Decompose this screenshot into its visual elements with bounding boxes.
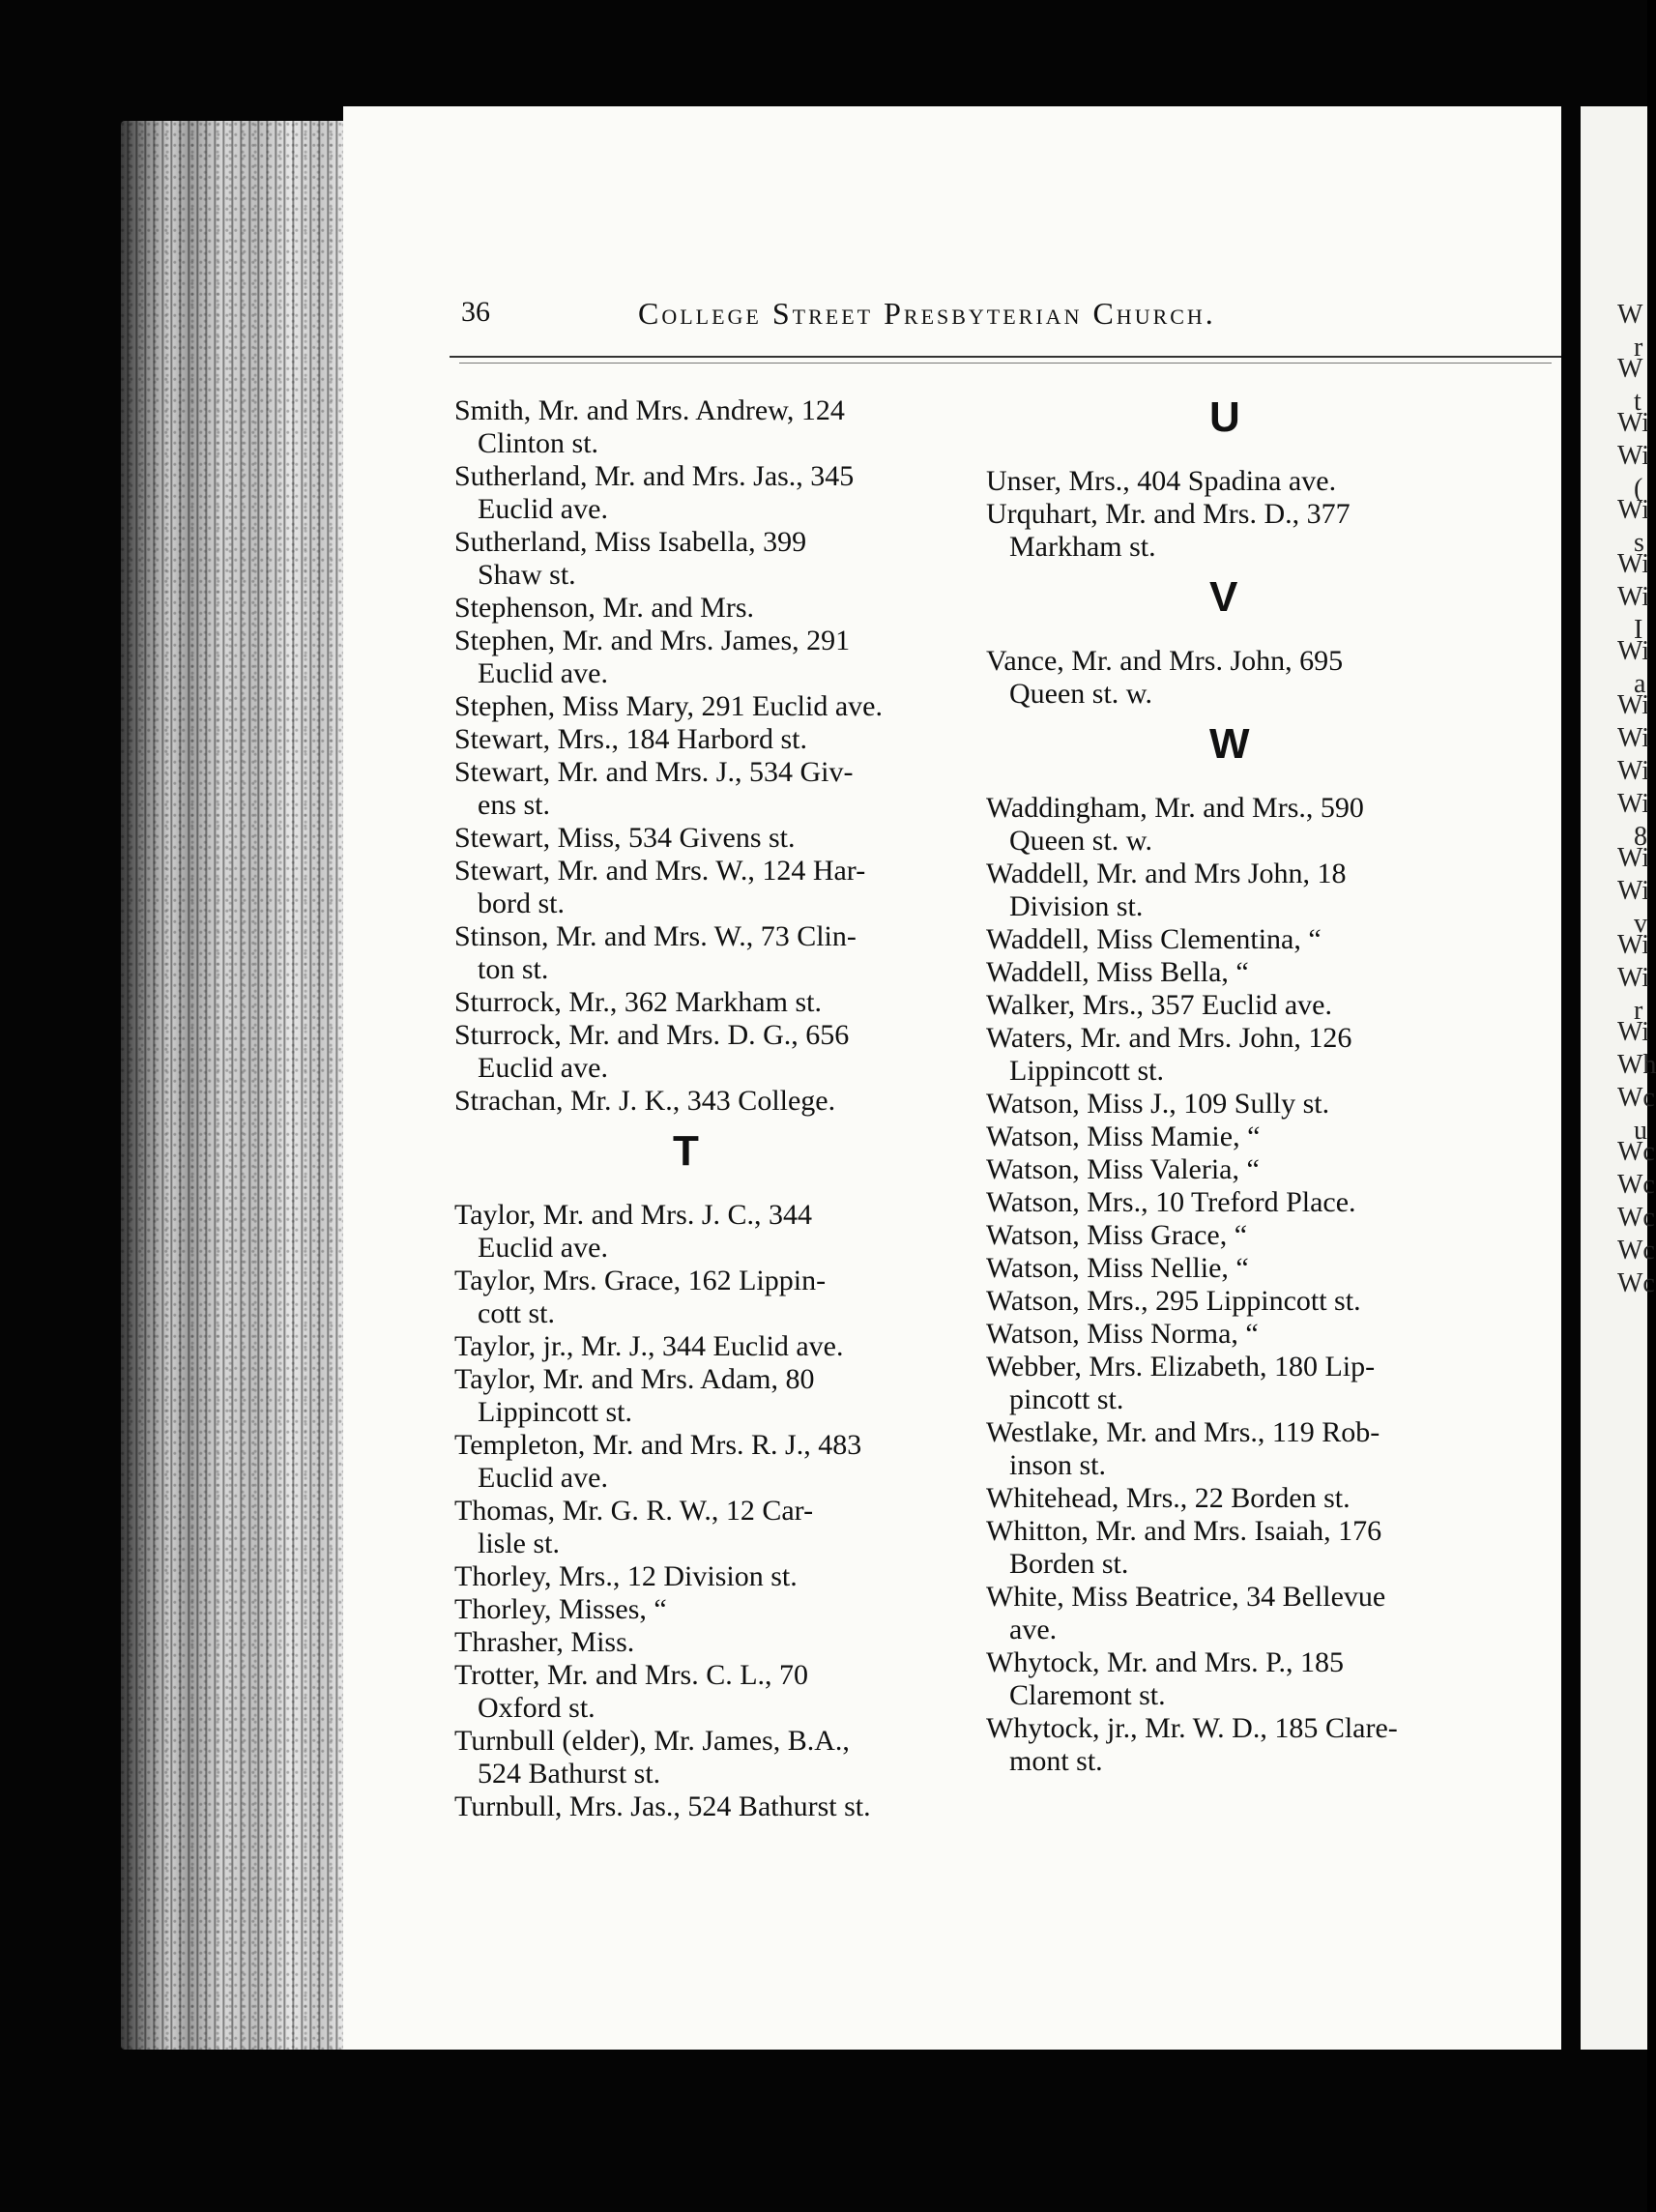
- directory-entry: [986, 923, 1322, 956]
- facing-page-fragment: Wi: [1617, 789, 1650, 819]
- entry-address-line: Euclid ave.: [478, 493, 608, 525]
- entry-address-line: Shaw st.: [478, 559, 576, 591]
- entry-address-line: ton st.: [478, 953, 549, 985]
- directory-entry: [454, 756, 853, 822]
- directory-entry: [454, 723, 807, 756]
- entry-name-line: Stewart, Mr. and Mrs. W., 124 Har-: [454, 855, 866, 887]
- directory-entry: [986, 1646, 1344, 1712]
- entry-name-line: Watson, Miss J., 109 Sully st.: [986, 1088, 1330, 1120]
- facing-page-fragment: Wi: [1617, 690, 1650, 720]
- directory-entry: [986, 1252, 1249, 1285]
- facing-page-fragment: Wc: [1617, 1083, 1655, 1113]
- entry-name-line: White, Miss Beatrice, 34 Bellevue: [986, 1581, 1386, 1613]
- entry-name-line: Watson, Miss Norma, “: [986, 1318, 1259, 1350]
- directory-entry: [986, 1712, 1398, 1778]
- directory-entry: [454, 822, 796, 855]
- directory-entry: [454, 1363, 815, 1429]
- entry-name-line: Thorley, Misses, “: [454, 1593, 667, 1625]
- entry-name-line: Watson, Miss Nellie, “: [986, 1252, 1249, 1284]
- entry-name-line: Urquhart, Mr. and Mrs. D., 377: [986, 498, 1351, 530]
- entry-name-line: Turnbull (elder), Mr. James, B.A.,: [454, 1725, 850, 1757]
- entry-name-line: Watson, Miss Valeria, “: [986, 1153, 1260, 1185]
- entry-name-line: Stewart, Mr. and Mrs. J., 534 Giv-: [454, 756, 854, 788]
- directory-entry: [986, 1482, 1351, 1515]
- directory-entry: [454, 920, 857, 986]
- entry-address-line: mont st.: [1009, 1745, 1103, 1777]
- entry-name-line: Taylor, Mrs. Grace, 162 Lippin-: [454, 1265, 827, 1296]
- entry-name-line: Stewart, Miss, 534 Givens st.: [454, 822, 796, 854]
- entry-name-line: Westlake, Mr. and Mrs., 119 Rob-: [986, 1416, 1380, 1448]
- facing-page-edge: [1581, 106, 1656, 2050]
- facing-page-fragment: Wi: [1617, 756, 1650, 786]
- entry-address-line: Euclid ave.: [478, 1232, 608, 1264]
- book-page: [343, 106, 1561, 2050]
- facing-page-fragment: a: [1634, 669, 1646, 699]
- directory-entry: [986, 1285, 1361, 1318]
- entry-name-line: Waddell, Mr. and Mrs John, 18: [986, 858, 1347, 889]
- facing-page-fragment: Wi: [1617, 549, 1650, 579]
- entry-address-line: Queen st. w.: [1009, 678, 1153, 710]
- facing-page-fragment: 8: [1634, 822, 1647, 852]
- entry-address-line: Markham st.: [1009, 531, 1156, 563]
- directory-entry: [454, 1085, 835, 1118]
- facing-page-fragment: Wc: [1617, 1236, 1655, 1266]
- entry-name-line: Stewart, Mrs., 184 Harbord st.: [454, 723, 807, 755]
- directory-entry: [454, 1495, 813, 1560]
- entry-name-line: Watson, Miss Grace, “: [986, 1219, 1248, 1251]
- entry-name-line: Taylor, Mr. and Mrs. Adam, 80: [454, 1363, 815, 1395]
- directory-entry: [986, 1219, 1247, 1252]
- directory-entry: [454, 1790, 871, 1823]
- entry-address-line: pincott st.: [1009, 1383, 1124, 1415]
- facing-page-fragment: W: [1617, 300, 1643, 330]
- entry-name-line: Taylor, Mr. and Mrs. J. C., 344: [454, 1199, 813, 1231]
- entry-name-line: Strachan, Mr. J. K., 343 College.: [454, 1085, 836, 1117]
- facing-page-fragment: I: [1634, 615, 1643, 645]
- directory-entry: [986, 956, 1249, 989]
- header-rule: [450, 356, 1561, 358]
- entry-address-line: Clinton st.: [478, 427, 599, 459]
- facing-page-fragment: Wi: [1617, 441, 1650, 471]
- section-letter-u: U: [1209, 393, 1240, 441]
- entry-name-line: Whytock, Mr. and Mrs. P., 185: [986, 1646, 1344, 1678]
- facing-page-fragment: Wc: [1617, 1268, 1655, 1298]
- facing-page-fragment: (: [1634, 474, 1643, 504]
- entry-address-line: Claremont st.: [1009, 1679, 1166, 1711]
- directory-entry: [986, 1351, 1375, 1416]
- directory-entry: [986, 989, 1332, 1022]
- directory-entry: [986, 1153, 1260, 1186]
- facing-page-fragment: v: [1634, 909, 1647, 939]
- directory-entry: [986, 858, 1347, 923]
- page-header: [343, 296, 1561, 335]
- directory-entry: [454, 1265, 826, 1330]
- entry-name-line: Waddell, Miss Clementina, “: [986, 923, 1322, 955]
- entry-name-line: Thomas, Mr. G. R. W., 12 Car-: [454, 1495, 814, 1527]
- entry-name-line: Sturrock, Mr., 362 Markham st.: [454, 986, 822, 1018]
- directory-entry: [986, 1186, 1356, 1219]
- entry-address-line: Lippincott st.: [1009, 1055, 1164, 1087]
- entry-name-line: Watson, Miss Mamie, “: [986, 1121, 1261, 1152]
- entry-name-line: Smith, Mr. and Mrs. Andrew, 124: [454, 394, 845, 426]
- section-letter-v: V: [1209, 573, 1238, 621]
- entry-name-line: Webber, Mrs. Elizabeth, 180 Lip-: [986, 1351, 1376, 1382]
- directory-entry: [986, 1022, 1351, 1088]
- entry-name-line: Trotter, Mr. and Mrs. C. L., 70: [454, 1659, 809, 1691]
- directory-entry: [454, 1659, 808, 1725]
- section-letter-t: T: [673, 1127, 699, 1175]
- entry-name-line: Stinson, Mr. and Mrs. W., 73 Clin-: [454, 920, 857, 952]
- entry-address-line: cott st.: [478, 1297, 555, 1329]
- entry-name-line: Waters, Mr. and Mrs. John, 126: [986, 1022, 1352, 1054]
- facing-page-fragment: W: [1617, 354, 1643, 384]
- directory-entry: [454, 690, 883, 723]
- entry-name-line: Stephen, Miss Mary, 291 Euclid ave.: [454, 690, 883, 722]
- entry-address-line: Borden st.: [1009, 1548, 1129, 1580]
- entry-name-line: Waddell, Miss Bella, “: [986, 956, 1249, 988]
- facing-page-fragment: Wi: [1617, 582, 1650, 612]
- facing-page-fragment: Wi: [1617, 963, 1650, 993]
- facing-page-fragment: r: [1634, 333, 1643, 363]
- directory-entry: [454, 986, 822, 1019]
- directory-entry: [454, 1429, 861, 1495]
- facing-page-fragment: Wi: [1617, 1017, 1650, 1047]
- header-rule-thin: [459, 363, 1552, 364]
- directory-entry: [454, 1199, 812, 1265]
- entry-name-line: Thorley, Mrs., 12 Division st.: [454, 1560, 798, 1592]
- facing-page-fragment: r: [1634, 996, 1643, 1026]
- directory-entry: [986, 1318, 1259, 1351]
- facing-page-fragment: Wi: [1617, 495, 1650, 525]
- book-page-edges: [121, 121, 348, 2050]
- entry-name-line: Unser, Mrs., 404 Spadina ave.: [986, 465, 1337, 497]
- section-letter-w: W: [1209, 720, 1250, 768]
- directory-entry: [986, 1581, 1385, 1646]
- page-number: 36: [461, 296, 490, 328]
- facing-page-fragment: Wc: [1617, 1203, 1655, 1233]
- directory-entry: [454, 460, 854, 526]
- facing-page-fragment: Wi: [1617, 930, 1650, 960]
- entry-name-line: Whitehead, Mrs., 22 Borden st.: [986, 1482, 1351, 1514]
- facing-page-fragment: Wi: [1617, 636, 1650, 666]
- entry-address-line: inson st.: [1009, 1449, 1107, 1481]
- directory-entry: [454, 625, 850, 690]
- entry-name-line: Vance, Mr. and Mrs. John, 695: [986, 645, 1344, 677]
- directory-entry: [454, 1725, 850, 1790]
- directory-entry: [454, 1593, 667, 1626]
- directory-entry: [454, 1019, 849, 1085]
- directory-entry: [986, 792, 1364, 858]
- entry-name-line: Sutherland, Miss Isabella, 399: [454, 526, 807, 558]
- entry-name-line: Whytock, jr., Mr. W. D., 185 Clare-: [986, 1712, 1398, 1744]
- directory-entry: [986, 1121, 1260, 1153]
- directory-entry: [454, 1330, 843, 1363]
- directory-entry: [454, 1560, 798, 1593]
- facing-page-fragment: Wi: [1617, 408, 1650, 438]
- entry-address-line: Euclid ave.: [478, 1462, 608, 1494]
- facing-page-fragment: Wc: [1617, 1137, 1655, 1167]
- facing-page-fragment: Wh: [1617, 1050, 1656, 1080]
- entry-name-line: Thrasher, Miss.: [454, 1626, 635, 1658]
- entry-address-line: 524 Bathurst st.: [478, 1758, 661, 1790]
- entry-name-line: Turnbull, Mrs. Jas., 524 Bathurst st.: [454, 1790, 871, 1822]
- entry-address-line: ave.: [1009, 1614, 1058, 1645]
- facing-page-fragment: Wc: [1617, 1170, 1655, 1200]
- entry-name-line: Sutherland, Mr. and Mrs. Jas., 345: [454, 460, 855, 492]
- entry-name-line: Whitton, Mr. and Mrs. Isaiah, 176: [986, 1515, 1382, 1547]
- facing-page-fragment: Wi: [1617, 723, 1650, 753]
- directory-entry: [986, 645, 1343, 711]
- directory-entry: [986, 465, 1336, 498]
- directory-entry: [454, 1626, 634, 1659]
- entry-address-line: ens st.: [478, 789, 550, 821]
- entry-address-line: Queen st. w.: [1009, 825, 1153, 857]
- entry-address-line: Lippincott st.: [478, 1396, 632, 1428]
- directory-entry: [454, 394, 845, 460]
- entry-name-line: Templeton, Mr. and Mrs. R. J., 483: [454, 1429, 862, 1461]
- directory-entry: [454, 592, 754, 625]
- entry-address-line: bord st.: [478, 888, 565, 919]
- entry-address-line: Division st.: [1009, 890, 1144, 922]
- facing-page-fragment: t: [1634, 387, 1641, 417]
- entry-address-line: Euclid ave.: [478, 657, 608, 689]
- entry-name-line: Watson, Mrs., 10 Treford Place.: [986, 1186, 1356, 1218]
- entry-address-line: Euclid ave.: [478, 1052, 608, 1084]
- directory-entry: [986, 1515, 1381, 1581]
- directory-entry: [986, 1088, 1329, 1121]
- entry-name-line: Watson, Mrs., 295 Lippincott st.: [986, 1285, 1361, 1317]
- facing-page-fragment: u: [1634, 1116, 1647, 1146]
- facing-page-fragment: Wi: [1617, 876, 1650, 906]
- facing-page-fragment: s: [1634, 528, 1644, 558]
- entry-name-line: Waddingham, Mr. and Mrs., 590: [986, 792, 1364, 824]
- entry-address-line: lisle st.: [478, 1528, 561, 1559]
- entry-name-line: Taylor, jr., Mr. J., 344 Euclid ave.: [454, 1330, 844, 1362]
- entry-name-line: Walker, Mrs., 357 Euclid ave.: [986, 989, 1332, 1021]
- entry-name-line: Stephen, Mr. and Mrs. James, 291: [454, 625, 851, 656]
- directory-entry: [454, 526, 806, 592]
- entry-address-line: Oxford st.: [478, 1692, 596, 1724]
- running-head: College Street Presbyterian Church.: [638, 296, 1216, 331]
- entry-name-line: Stephenson, Mr. and Mrs.: [454, 592, 754, 624]
- entry-name-line: Sturrock, Mr. and Mrs. D. G., 656: [454, 1019, 850, 1051]
- facing-page-fragment: Wi: [1617, 843, 1650, 873]
- directory-entry: [986, 498, 1351, 564]
- directory-entry: [986, 1416, 1380, 1482]
- directory-entry: [454, 855, 865, 920]
